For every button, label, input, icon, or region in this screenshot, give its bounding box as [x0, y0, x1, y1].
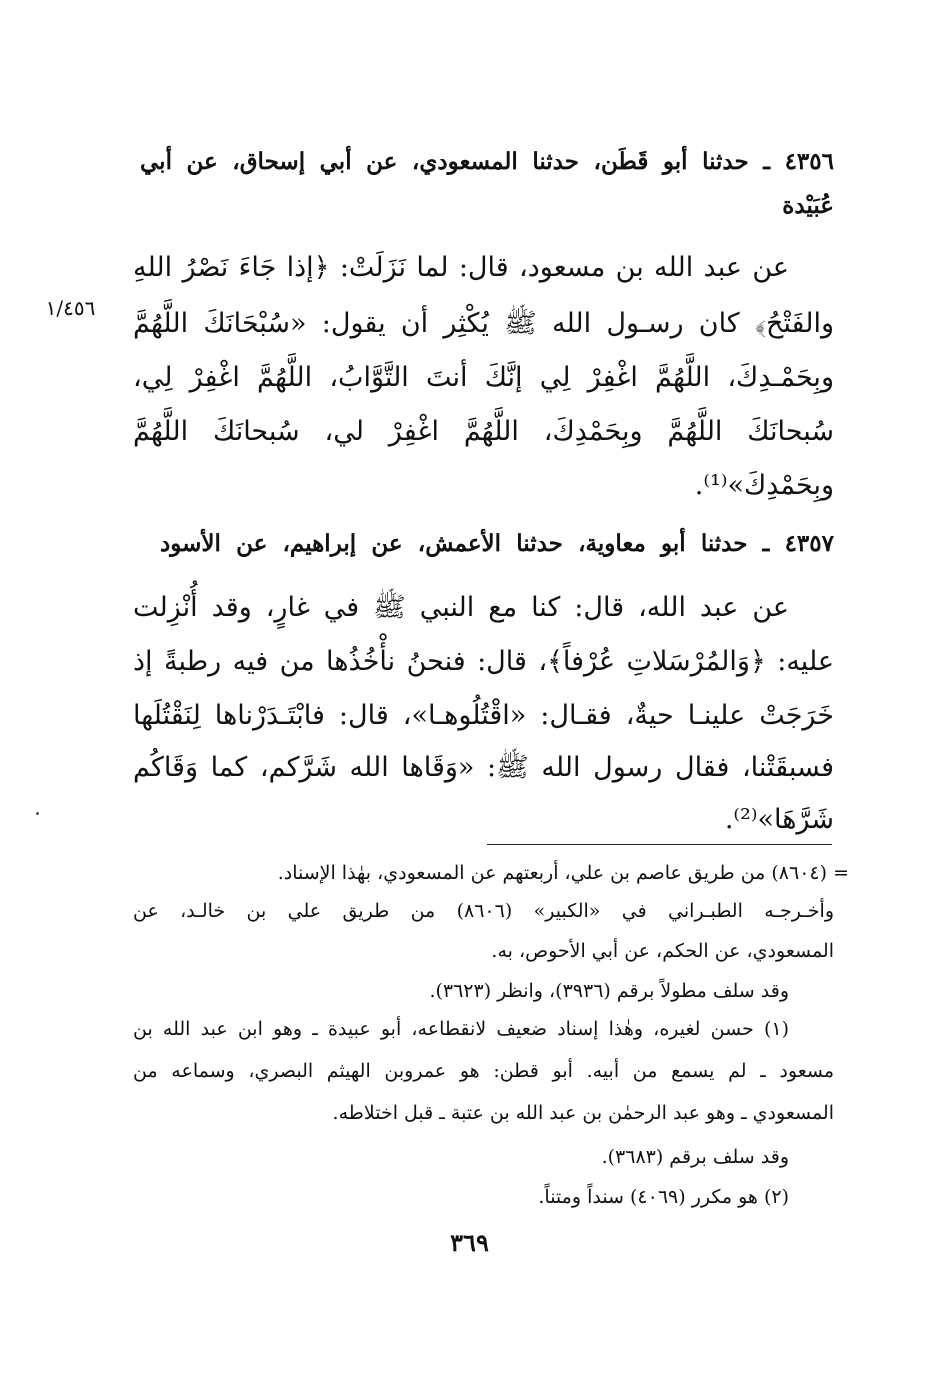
footnote-line: وأخـرجـه الطبـراني في «الكبير» (٨٦٠٦) من طريق علي بن خالـد، عن	[133, 900, 834, 922]
hadith-4356-isnad-line2: عُبَيْدة	[782, 192, 834, 219]
footnote-line: مسعود ـ لم يسمع من أبيه. أبو قطن: هو عمروبن الهيثم البصري، وسماعه من	[133, 1060, 834, 1082]
hadith-4356-matn-line2: والفَتْحُ﴾ كان رسـول الله ﷺ يُكْثِر أن يقول: «سُبْحَانَكَ اللَّهُمَّ	[133, 308, 834, 339]
footnote-line: المسعودي، عن الحكم، عن أبي الأحوص، به.	[491, 940, 834, 962]
hadith-4357-matn-line5: شَرَّهَا»⁽²⁾.	[724, 804, 834, 835]
margin-reference: ١/٤٥٦	[45, 296, 96, 320]
hadith-4357-matn-line2: عليه: ﴿وَالمُرْسَلاتِ عُرْفاً﴾، قال: فنحنُ نأْخُذُها من فيه رطبةً إذ	[133, 646, 834, 677]
footnote-line: المسعودي ـ وهو عبد الرحمٰن بن عبد الله بن عتبة ـ قبل اختلاطه.	[332, 1102, 834, 1124]
hadith-4356-matn-line5: وبِحَمْدِكَ»⁽¹⁾.	[694, 470, 834, 501]
footnote-separator	[487, 844, 832, 845]
footnote-line: (٢) هو مكرر (٤٠٦٩) سنداً ومتناً.	[538, 1186, 789, 1208]
footnote-line: = (٨٦٠٤) من طريق عاصم بن علي، أربعتهم عن المسعودي، بهٰذا الإسناد.	[277, 862, 849, 884]
hadith-4356-isnad-line1: ٤٣٥٦ ـ حدثنا أبو قَطَن، حدثنا المسعودي، عن أبي إسحاق، عن أبي	[140, 148, 834, 175]
hadith-4356-matn-line3: وبِحَمْـدِكَ، اللَّهُمَّ اغْفِرْ لِي إنَّكَ أنتَ التَّوَّابُ، اللَّهُمَّ اغْفِرْ لِي،	[133, 362, 834, 393]
page-speck	[36, 812, 39, 815]
hadith-4357-isnad: ٤٣٥٧ ـ حدثنا أبو معاوية، حدثنا الأعمش، عن إبراهيم، عن الأسود	[160, 530, 834, 557]
footnote-line: وقد سلف برقم (٣٦٨٣).	[601, 1146, 789, 1168]
footnote-line: (١) حسن لغيره، وهٰذا إسناد ضعيف لانقطاعه، أبو عبيدة ـ وهو ابن عبد الله بن	[133, 1018, 789, 1040]
page-number: ٣٦٩	[450, 1228, 489, 1257]
hadith-4357-matn-line3: خَرَجَتْ علينـا حيةٌ، فقـال: «اقْتُلُوهـا»، قال: فابْتَـدَرْناها لِنَقْتُلَها	[133, 700, 834, 731]
footnote-line: وقد سلف مطولاً برقم (٣٩٣٦)، وانظر (٣٦٢٣).	[429, 980, 789, 1002]
hadith-4356-matn-line4: سُبحانَكَ اللَّهُمَّ وبِحَمْدِكَ، اللَّهُمَّ اغْفِرْ لي، سُبحانَكَ اللَّهُمَّ	[133, 416, 834, 447]
hadith-4357-matn-line1: عن عبد الله، قال: كنا مع النبي ﷺ في غارٍ، وقد أُنْزِلت	[133, 592, 789, 623]
hadith-4356-matn-line1: عن عبد الله بن مسعود، قال: لما نَزَلَتْ: ﴿إذا جَاءَ نَصْرُ اللهِ	[133, 252, 789, 283]
hadith-4357-matn-line4: فسبقَتْنا، فقال رسول الله ﷺ: «وَقَاها الله شَرَّكم، كما وَقَاكُم	[133, 752, 834, 783]
